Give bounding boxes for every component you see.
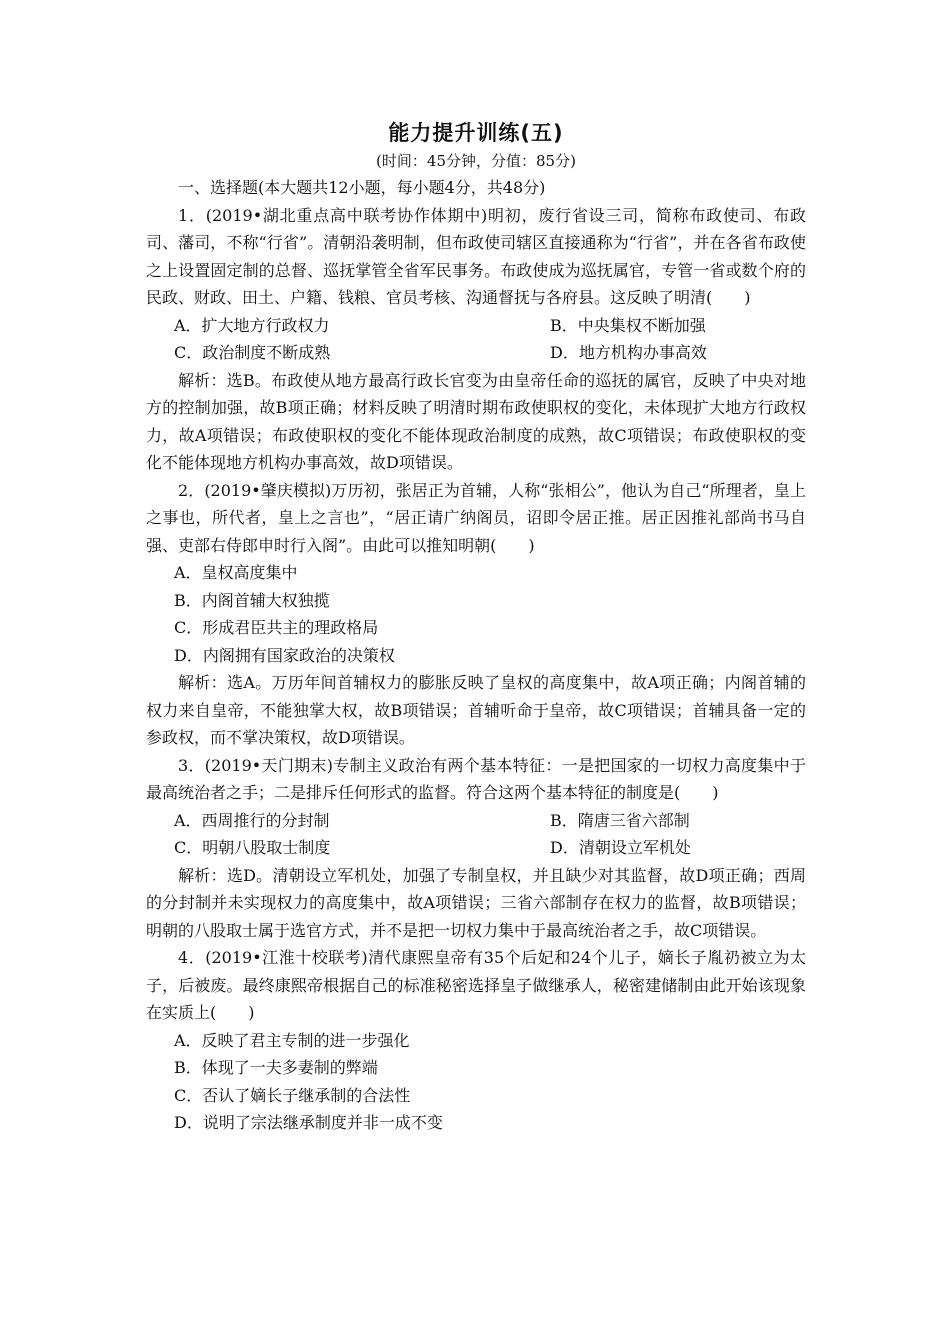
- question-3-option-b: B．隋唐三省六部制: [550, 810, 690, 830]
- question-1-option-b: B．中央集权不断加强: [550, 315, 706, 335]
- question-1-analysis: 解析：选B。布政使从地方最高行政长官变为由皇帝任命的巡抚的属官，反映了中央对地方的控制加强，故B项正确；材料反映了明清时期布政使职权的变化，未体现扩大地方行政权力，故A项错误；布政使职权的变化不能体现政治制度的成熟，故C项错误；布政使职权的变化不能体现地方机构办事高效，故D项错误。: [146, 370, 806, 472]
- question-3-options-row-1: [146, 807, 806, 835]
- question-3-analysis: 解析：选D。清朝设立军机处，加强了专制皇权，并且缺少对其监督，故D项正确；西周的分封制并未实现权力的高度集中，故A项错误；三省六部制存在权力的监督，故B项错误；明朝的八股取士属于选官方式，并不是把一切权力集中于最高统治者之手，故C项错误。: [146, 865, 806, 940]
- question-4-option-d: D．说明了宗法继承制度并非一成不变: [174, 1113, 443, 1132]
- question-3-option-d: D．清朝设立军机处: [550, 838, 691, 857]
- question-3-options-row-2: [146, 834, 806, 862]
- question-4-option-b: B．体现了一夫多妻制的弊端: [174, 1058, 378, 1077]
- question-3-option-a: A．西周推行的分封制: [174, 810, 330, 830]
- page-title: 能力提升训练(五): [388, 121, 564, 145]
- question-1-option-d: D．地方机构办事高效: [550, 343, 707, 362]
- question-4-stem: 4．(2019•江淮十校联考)清代康熙皇帝有35个后妃和24个儿子，嫡长子胤礽被立为太子，后被废。最终康熙帝根据自己的标准秘密选择皇子做继承人，秘密建储制由此开始该现象在实质上( ): [146, 948, 806, 1022]
- question-2-stem: 2．(2019•肇庆模拟)万历初，张居正为首辅，人称“张相公”，他认为自己“所理者，皇上之事也，所代者，皇上之言也”，“居正请广纳阁员，诏即令居正推。居正因推礼部尚书马自强、吏部右侍郎申时行入阁”。由此可以推知明朝( ): [146, 480, 806, 555]
- question-2-option-c: C．形成君臣共主的理政格局: [174, 618, 379, 637]
- question-2-option-a: A．皇权高度集中: [174, 563, 298, 582]
- question-1-option-a: A．扩大地方行政权力: [174, 315, 330, 335]
- question-3-stem: 3．(2019•天门期末)专制主义政治有两个基本特征：一是把国家的一切权力高度集中于最高统治者之手；二是排斥任何形式的监督。符合这两个基本特征的制度是( ): [146, 755, 806, 802]
- question-3-option-c: C．明朝八股取士制度: [174, 838, 331, 857]
- question-4-option-c: C．否认了嫡长子继承制的合法性: [174, 1085, 411, 1105]
- question-1-options-row-2: [146, 339, 806, 367]
- section-heading: 一、选择题(本大题共12小题，每小题4分，共48分): [178, 178, 546, 197]
- question-2-analysis: 解析：选A。万历年间首辅权力的膨胀反映了皇权的高度集中，故A项正确；内阁首辅的权力来自皇帝，不能独掌大权，故B项错误；首辅听命于皇帝，故C项错误；首辅具备一定的参政权，而不掌决策权，故D项错误。: [146, 673, 806, 747]
- time-score-note: (时间：45分钟，分值：85分): [376, 152, 576, 170]
- question-1-stem: 1．(2019•湖北重点高中联考协作体期中)明初，废行省设三司，简称布政使司、布政司、藩司，不称“行省”。清朝沿袭明制，但布政使司辖区直接通称为“行省”，并在各省布政使之上设置固定制的总督、巡抚掌管全省军民事务。布政使成为巡抚属官，专管一省或数个府的民政、财政、田土、户籍、钱粮、官员考核、沟通督抚与各府县。这反映了明清( ): [146, 205, 806, 307]
- question-1-options-row-1: [146, 312, 806, 340]
- question-2-option-b: B．内阁首辅大权独揽: [174, 590, 330, 610]
- question-4-option-a: A．反映了君主专制的进一步强化: [174, 1030, 410, 1050]
- question-2-option-d: D．内阁拥有国家政治的决策权: [174, 645, 395, 665]
- document-page: [146, 118, 806, 1137]
- question-1-option-c: C．政治制度不断成熟: [174, 343, 331, 362]
